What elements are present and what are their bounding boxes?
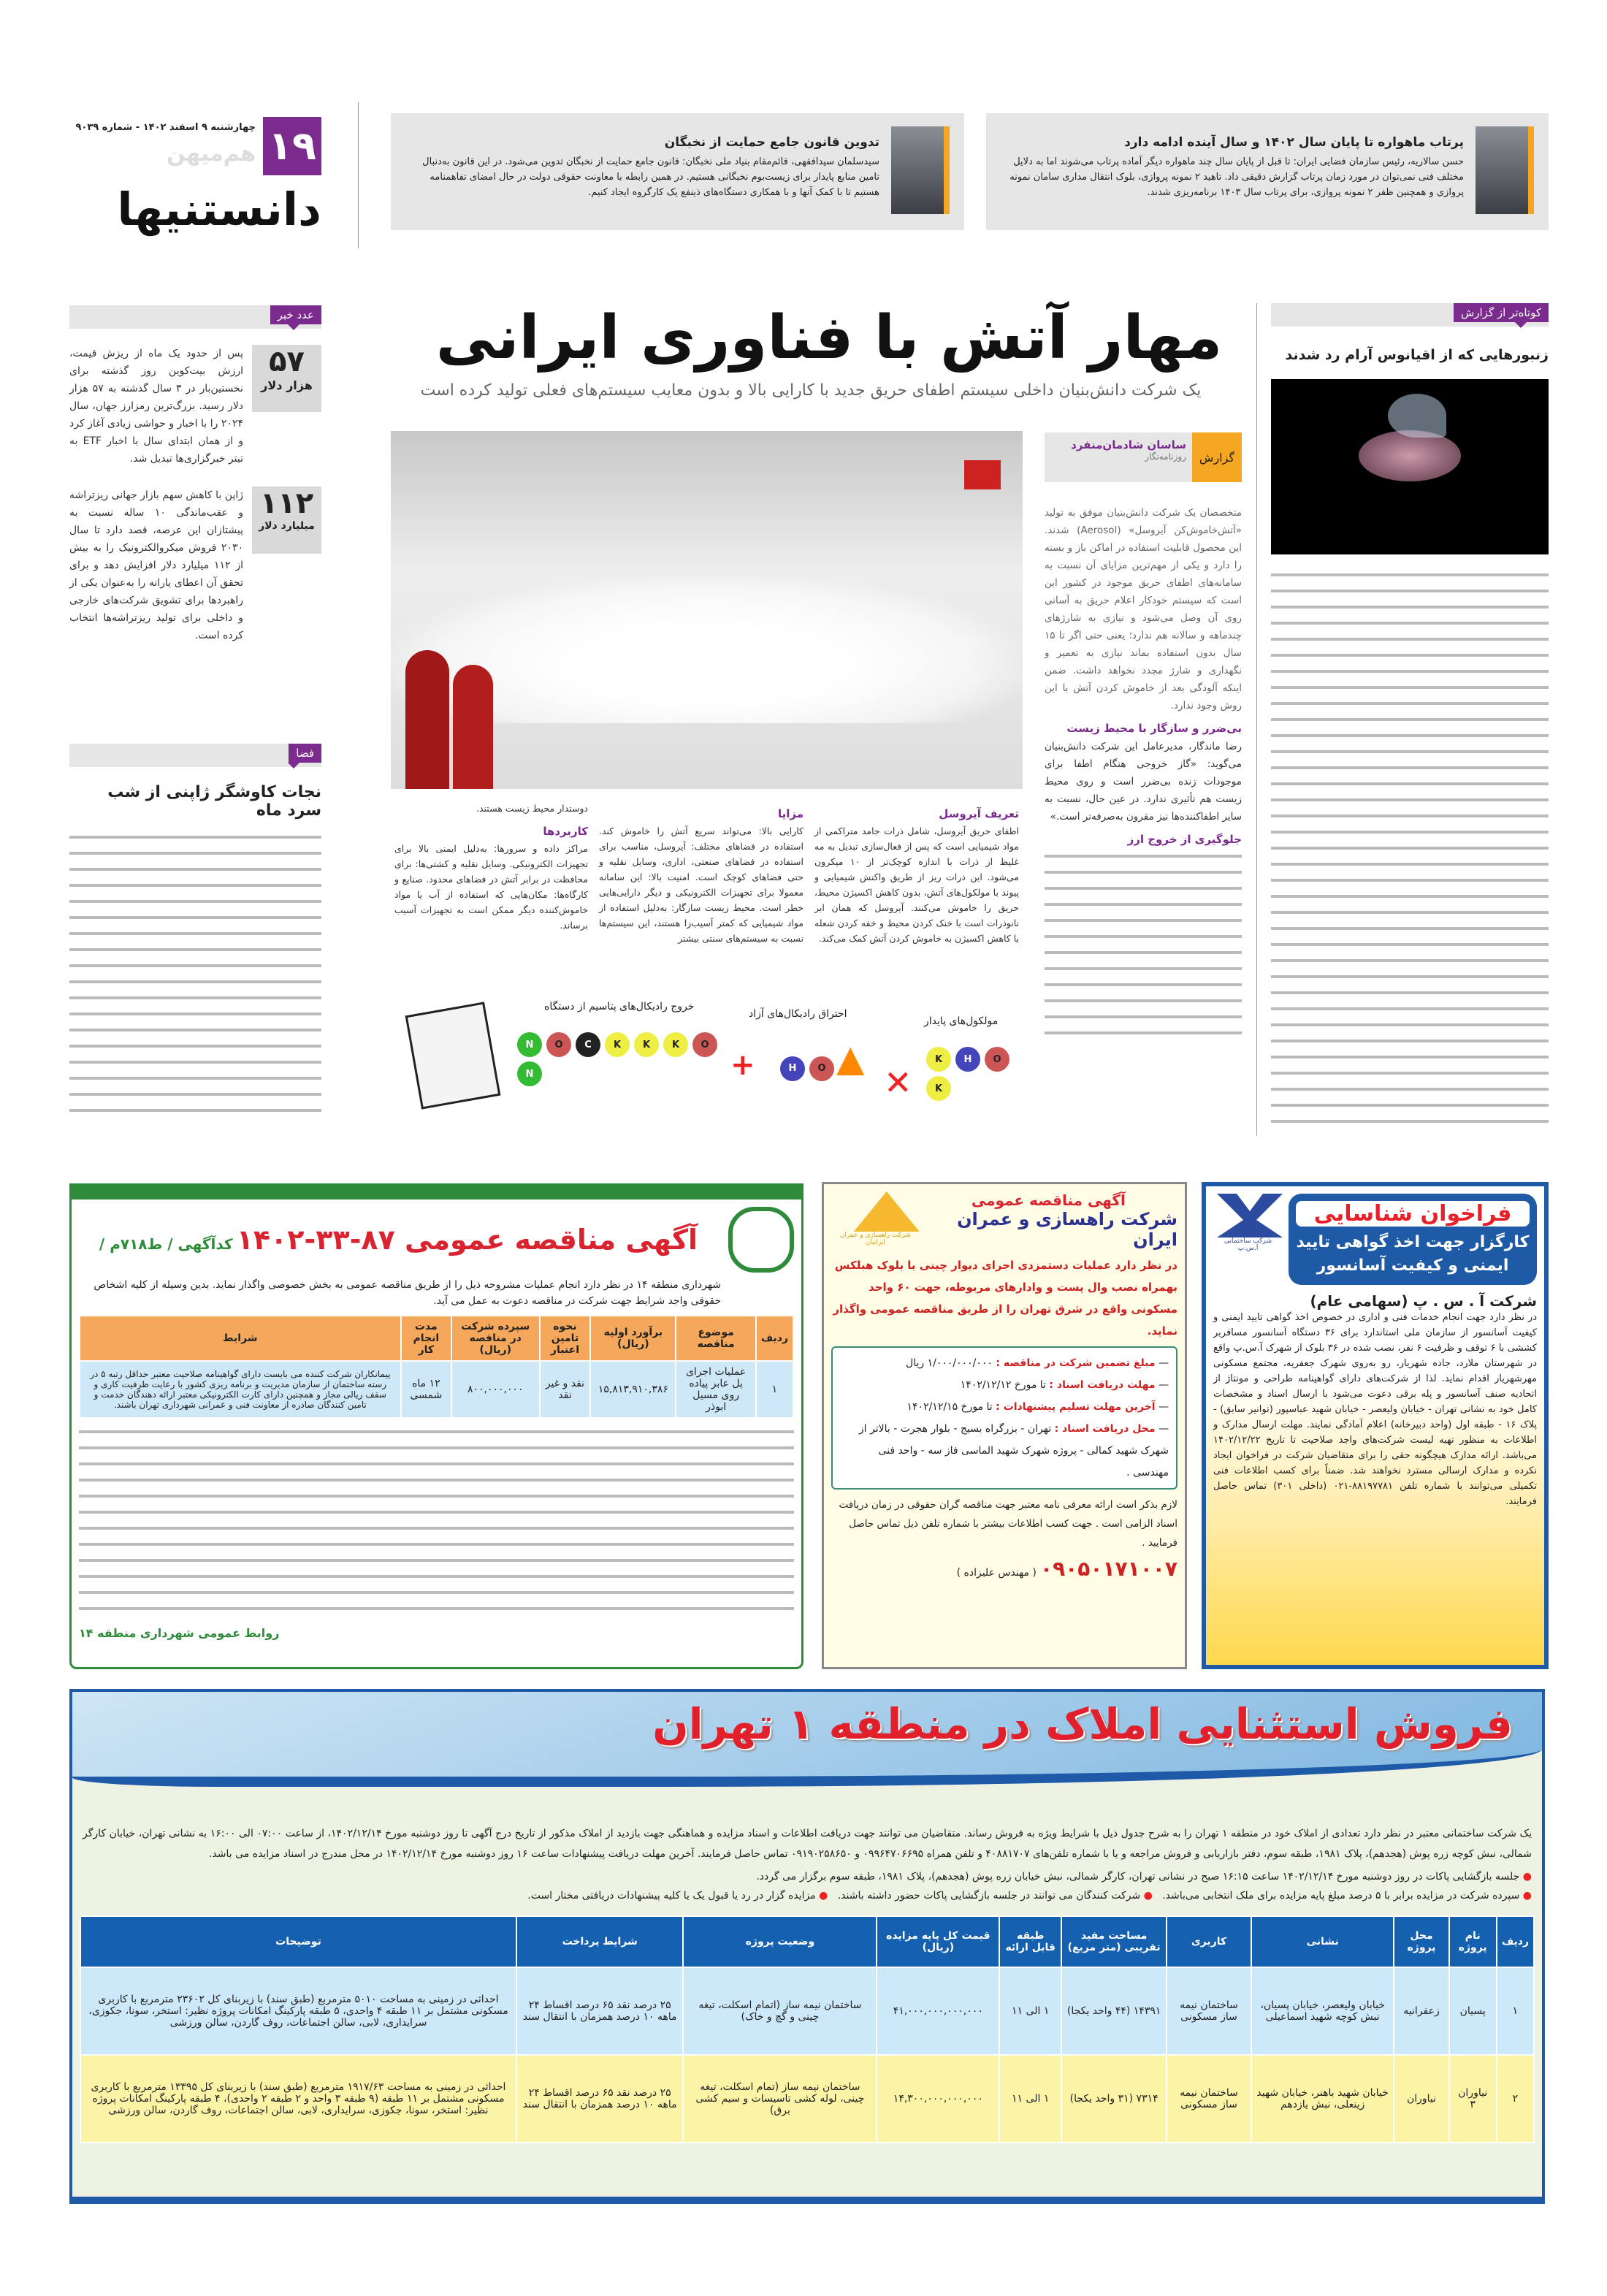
table-cell: ۱ الی ۱۱ <box>999 2055 1061 2143</box>
table-cell: احداثی در زمینی به مساحت ۵۰۱۰ مترمربع (طبق سند) با زیربنای کل ۲۳۶۰۲ مترمربع با کاربری مسکونی مشتمل بر ۱۱ طبقه ۴ واحدی، ۵ طبقه پارکینگ امکانات پروژه نظیر: استخر، سونا، جکوزی، سرایداری، لابی، سالن اجتماعات، روف گاردن، سالن ورزشی <box>80 1967 516 2055</box>
article-title: نجات کاوشگر ژاپنی از شب سرد ماه <box>107 783 321 820</box>
detail-label: مهلت دریافت اسناد : <box>1049 1379 1156 1391</box>
column-header: قیمت کل پایه مزایده (ریال) <box>877 1916 999 1967</box>
column-header: موضوع مناقصه <box>676 1316 755 1361</box>
column-divider <box>1256 303 1257 1136</box>
ad-title-banner <box>1289 1194 1537 1285</box>
section-tag: عدد خبر <box>270 305 321 324</box>
tehran-municipality-logo <box>728 1207 794 1273</box>
main-photo <box>391 431 1023 789</box>
table-cell: ۱۴۳۹۱ (۴۴ واحد یکجا) <box>1061 1967 1167 2055</box>
column-header: نحوه تامین اعتبار <box>540 1316 591 1361</box>
table-cell: ۴۱,۰۰۰,۰۰۰,۰۰۰,۰۰۰ <box>877 1967 999 2055</box>
ad-bullets <box>83 1867 1532 1905</box>
paragraph <box>1045 849 1242 1039</box>
newspaper-logo: هم‌میهن <box>167 141 256 167</box>
asp-logo <box>1217 1194 1283 1237</box>
ad-property-sale <box>69 1689 1545 2204</box>
number-item <box>69 345 321 468</box>
table-cell: نیاوران <box>1394 2055 1448 2143</box>
detail-item: — آخرین مهلت تسلیم پیشنهادات : تا مورخ ۱۴۰۲/۱۲/۱۵ <box>906 1401 1169 1413</box>
brief-satellite <box>986 113 1549 230</box>
table-cell: ۲۵ درصد نقد ۶۵ درصد اقساط ۲۴ ماهه ۱۰ درصد همزمان با انتقال سند <box>516 2055 683 2143</box>
table-cell: پیمانکاران شرکت کننده می بایست دارای گواهینامه صلاحیت معتبر حداقل رتبه ۵ در رسته ساختمان از سازمان مدیریت و برنامه ریزی کشور با رعایت ظرفیت کاری و سقف ریالی مجاز و همچنین دارای کارت الکترونیکی معتبر ارائه دهندگان خدمت و تامین کنندگان صادره از معاونت فنی و عمرانی شهرداری تهران باشند. <box>80 1361 401 1418</box>
table-row <box>80 2055 1534 2143</box>
column-header: طبقه قابل ارائه <box>999 1916 1061 1967</box>
table-cell: نقد و غیر نقد <box>540 1361 591 1418</box>
article-column-4 <box>394 800 588 933</box>
fire-icon: H O ▲ <box>778 1037 864 1083</box>
bullet: ● سپرده شرکت در مزایده برابر با ۵ درصد مبلغ پایه مزایده برای ملک انتخابی می‌باشد. ● شرکت کنندگان می توانند در جلسه بازگشایی پاکات حضور داشته باشند. ● مزایده گزار در رد یا قبول یک یا کلیه پیشنهادات دریافتی مختار است. <box>527 1890 1532 1902</box>
detail-value: تا مورخ ۱۴۰۲/۱۲/۱۲ <box>960 1379 1046 1391</box>
table-cell: ۱۲ ماه شمسی <box>401 1361 451 1418</box>
tender-details-box <box>831 1346 1177 1490</box>
table-cell: ۲۵ درصد نقد ۶۵ درصد اقساط ۲۴ ماهه ۱۰ درصد همزمان با انتقال سند <box>516 1967 683 2055</box>
diagram-label: مولکول‌های پایدار <box>924 1015 999 1027</box>
detail-label: مبلغ تضمین شرکت در مناقصه : <box>996 1357 1156 1369</box>
column-header: نشانی <box>1251 1916 1394 1967</box>
brief-text: حسن سالاریه، رئیس سازمان فضایی ایران: تا قبل از پایان سال چند ماهواره دیگر آماده پرتاب می‌شوند اما به دلایل مختلف فنی نمی‌توان در مورد زمان پرتاب گزارش دقیقی داد. تاهید ۲ نمونه پروازی، بلوک انتقال مداری سامان نمونه پروازی و همچنین ظفر ۲ نمونه پروازی، برای پرتاب سال ۱۴۰۳ برنامه‌ریزی شدند. <box>1009 156 1464 198</box>
ad-kicker: آگهی مناقصه عمومی <box>971 1191 1126 1209</box>
column-header: مدت انجام کار <box>401 1316 451 1361</box>
ad-banner <box>72 1692 1542 1787</box>
article-column-1 <box>1045 504 1242 1039</box>
table-cell: احداثی در زمینی به مساحت ۱۹۱۷/۶۳ مترمربع (طبق سند) با زیربنای کل ۱۳۳۹۵ مترمربع با کاربری مسکونی مشتمل بر ۱۱ طبقه (۹ طبقه ۳ واحد و ۲ طبقه ۲ واحدی)، ۴ طبقه پارکینگ امکانات پروژه نظیر: استخر، سونا، جکوزی، سرایداری، لابی، سالن اجتماعات، روف گاردن، سالن ورزشی <box>80 2055 516 2143</box>
lead-paragraph: متخصصان یک شرکت دانش‌بنیان موفق به تولید «آتش‌خاموش‌کن آیروسل» (Aerosol) شدند. این محصول قابلیت استفاده در اماکن باز و بسته را دارد و یکی از مهم‌ترین مزایای آن نسبت به سامانه‌های اطفای حریق موجود در کشور این است که سیستم خودکار اعلام حریق به آسانی روی آن وصل می‌شود و نیازی به شارژهای چندماهه و سالانه هم ندارد؛ یعنی حتی اگر تا ۱۵ سال بدون استفاده بماند نیازی به تعمیر و نگهداری و شارژ مجدد نخواهد داشت. ضمن اینکه آلودگی بعد از خاموش کردن آتش با این روش وجود ندارد. <box>1045 507 1242 712</box>
ad-footer: روابط عمومی شهرداری منطقه ۱۴ <box>79 1626 280 1640</box>
header-divider <box>358 102 359 248</box>
table-header-row <box>80 1316 793 1361</box>
company-logo <box>854 1191 920 1232</box>
table-cell: ۱۴,۳۰۰,۰۰۰,۰۰۰,۰۰۰ <box>877 2055 999 2143</box>
left-column <box>69 305 321 644</box>
number-box <box>252 487 321 554</box>
table-cell: نیاوران ۳ <box>1449 2055 1497 2143</box>
logo-caption: شرکت ساختمانی آ.س.پ <box>1224 1237 1272 1252</box>
paragraph: مراکز داده و سرورها: به‌دلیل ایمنی بالا برای تجهیزات الکترونیکی. وسایل نقلیه و کشتی‌ها: برای محافظت در برابر آتش در فضاهای محدود. صنایع و کارگاه‌ها: مکان‌هایی که استفاده از آب یا مواد خاموش‌کننده دیگر ممکن است به تجهیزات آسیب برساند. <box>394 843 588 931</box>
person-photo <box>891 126 950 214</box>
main-headline: مهار آتش با فناوری ایرانی <box>435 303 1223 373</box>
subheading: کاربردها <box>543 825 588 838</box>
table-cell: ساختمان نیمه ساز (اتمام اسکلت، تیغه چینی و گچ و خاک) <box>683 1967 877 2055</box>
detail-label: آخرین مهلت تسلیم پیشنهادات : <box>996 1401 1156 1413</box>
masthead <box>69 113 321 241</box>
table-row <box>80 1967 1534 2055</box>
property-table <box>80 1915 1535 2143</box>
detail-item: — محل دریافت اسناد : تهران - بزرگراه بسیج - بلوار هجرت - بالاتر از شهرک شهید کمالی - پروژه شهرک شهید الماسی فاز سه - واحد فنی مهندسی . <box>858 1423 1169 1479</box>
ad-subtitle: کارگزار جهت اخذ گواهی تایید ایمنی و کیفیت آسانسور <box>1296 1233 1530 1275</box>
ad-title: فراخوان شناسایی <box>1296 1201 1530 1227</box>
bullet-text: مزایده گزار در رد یا قبول یک یا کلیه پیشنهادات دریافتی مختار است. <box>527 1890 816 1902</box>
subheading: مزایا <box>777 807 804 820</box>
brief-elites <box>391 113 964 230</box>
ad-title: فروش استثنایی املاک در منطقه ۱ تهران <box>652 1699 1513 1749</box>
table-cell: ۷۳۱۴ (۳۱ واحد یکجا) <box>1061 2055 1167 2143</box>
table-cell: ۲ <box>1497 2055 1534 2143</box>
contact-name: ( مهندس علیزاده ) <box>956 1567 1037 1579</box>
table-cell: ۱ <box>756 1361 793 1418</box>
section-tag: فضا <box>289 744 321 763</box>
paragraph: دوستدار محیط زیست هستند. <box>476 803 588 814</box>
subheading: جلوگیری از خروج ارز <box>1127 833 1242 846</box>
section-tag: کوتاه‌تر از گزارش <box>1454 303 1549 322</box>
phone-number: ۰۹۰۵۰۱۷۱۰۰۷ <box>1040 1557 1177 1581</box>
table-cell: ساختمان نیمه ساز (تمام اسکلت، تیغه چینی، لوله کشی تاسیسات و سیم کشی برق) <box>683 2055 877 2143</box>
company-name: شرکت آ . س . پ (سهامی عام) <box>1310 1292 1537 1310</box>
article-title: زنبورهایی که از اقیانوس آرام رد شدند <box>1285 347 1549 363</box>
brief-text: سیدسلمان سیدافقهی، قائم‌مقام بنیاد ملی نخبگان: قانون جامع حمایت از نخبگان تدوین می‌شود. در این قانون به‌دنبال تامین منابع پایدار برای زیست‌بوم نخبگانی هستیم. در همین رابطه با معاونت حقوقی دولت در حال امضای تفاهمنامه هستیم تا با کمک آنها و با همکاری دستگاه‌های ذینفع یک کارگروه ایجاد کنیم. <box>422 156 879 198</box>
detail-item: — مبلغ تضمین شرکت در مناقصه : ۱/۰۰۰/۰۰۰/۰۰۰ ریال <box>906 1357 1169 1369</box>
subheading: بی‌ضرر و سازگار با محیط زیست <box>1066 722 1242 735</box>
table-cell: ۸۰۰,۰۰۰,۰۰۰ <box>451 1361 540 1418</box>
logo-caption: شرکت راهسازی و عمران ایرانیان <box>839 1232 911 1246</box>
diagram-label: خروج رادیکال‌های پتاسیم از دستگاه <box>544 1001 695 1012</box>
column-header: شرایط پرداخت <box>516 1916 683 1967</box>
right-column <box>1271 303 1549 1123</box>
paragraph: رضا ماندگار، مدیرعامل این شرکت دانش‌بنیان می‌گوید: «گاز خروجی هنگام اطفا برای موجودات زنده بی‌ضرر است و روی محیط زیست هم تأثیری ندارد. در عین حال، نسبت به سایر اطفاکننده‌ها نیز مقرون به‌صرفه‌تر است.» <box>1045 741 1242 823</box>
byline <box>1045 432 1242 482</box>
column-header: توضیحات <box>80 1916 516 1967</box>
section-title: دانستنیها <box>117 183 321 236</box>
ad-title: آگهی مناقصه عمومی ۸۷-۳۳-۱۴۰۲ <box>236 1224 698 1256</box>
table-cell: ۱ الی ۱۱ <box>999 1967 1061 2055</box>
column-header: مساحت مفید تقریبی (متر مربع) <box>1061 1916 1167 1967</box>
extinguished-icon: ✕ <box>884 1063 912 1102</box>
issue-date: چهارشنبه ۹ اسفند ۱۴۰۲ - شماره ۹۰۳۹ <box>75 122 256 133</box>
section-bar <box>69 744 321 767</box>
diagram-label: احتراق رادیکال‌های آزاد <box>749 1008 847 1020</box>
author-role: روزنامه‌نگار <box>1145 451 1186 462</box>
main-subtitle: یک شرکت دانش‌بنیان داخلی سیستم اطفای حریق جدید با کارایی بالا و بدون معایب سیستم‌های فعلی تولید کرده است <box>420 381 1202 400</box>
bullet-text: شرکت کنندگان می توانند در جلسه بازگشایی پاکات حضور داشته باشند. <box>837 1890 1141 1902</box>
bullet-text: جلسه بازگشایی پاکات در روز دوشنبه مورخ ۱۴۰۲/۱۲/۱۴ ساعت ۱۶:۱۵ صبح در نشانی تهران، کارگر شمالی، نبش خیابان زره پوش (هجدهم)، پلاک ۱۹۸۱، طبقه سوم برگزار می گردد. <box>756 1871 1520 1883</box>
table-cell: خیابان ولیعصر، خیابان پسیان، نبش کوچه شهید اسماعیلی <box>1251 1967 1394 2055</box>
ad-road-company-tender <box>822 1182 1187 1669</box>
column-header: کاربری <box>1167 1916 1251 1967</box>
ad-note: لازم بذکر است ارائه معرفی نامه معتبر جهت مناقصه گران حقوقی در زمان دریافت اسناد الزامی است . جهت کسب اطلاعات بیشتر با شماره تلفن ذیل تماس حاصل فرمایید . <box>839 1499 1177 1549</box>
ad-conditions-text <box>79 1424 794 1622</box>
table-cell: پسیان <box>1449 1967 1497 2055</box>
detail-value: ۱/۰۰۰/۰۰۰/۰۰۰ ریال <box>906 1357 993 1369</box>
space-article <box>69 744 321 1115</box>
column-header: نام پروژه <box>1449 1916 1497 1967</box>
table-cell: عملیات اجرای پل عابر پیاده روی مسیل ابوذر <box>676 1361 755 1418</box>
ad-intro: در نظر دارد عملیات دستمزدی اجرای دیوار چینی با بلوک هبلکس بهمراه نصب وال پست و وادارهای مربوطه، جهت ۶۰ واحد مسکونی واقع در شرق تهران را از طریق مناقصه عمومی واگذار نماید. <box>833 1259 1177 1338</box>
table-row <box>80 1361 793 1418</box>
column-header: برآورد اولیه (ریال) <box>590 1316 676 1361</box>
big-number: ۱۱۲ <box>259 487 314 520</box>
paragraph: اطفای حریق آیروسل، شامل ذرات جامد متراکمی از مواد شیمیایی است که پس از فعال‌سازی تبدیل به مه غلیظ از ذرات با اندازه کوچک‌تر از ۱۰ میکرون می‌شود. این ذرات ریز از طریق واکنش شیمیایی و پیوند با مولکول‌های آتش، بدون کاهش اکسیژن محیط، حریق را خاموش می‌کنند. آیروسل که همان ابر نانوذرات است با خنک کردن محیط و خفه کردن شعله با کاهش اکسیژن به خاموش کردن آتش کمک می‌کند. <box>814 825 1019 944</box>
molecule-group: K H OK <box>924 1045 1019 1103</box>
byline-tag: گزارش <box>1192 432 1242 482</box>
column-header: شرایط <box>80 1316 401 1361</box>
table-cell: ۱۵,۸۱۳,۹۱۰,۳۸۶ <box>590 1361 676 1418</box>
number-item <box>69 487 321 644</box>
ad-municipality-tender <box>69 1183 804 1669</box>
article-body-text <box>1271 568 1549 1123</box>
brief-title: پرتاب ماهواره تا پایان سال ۱۴۰۲ و سال آینده ادامه دارد <box>1124 135 1464 150</box>
bee-image <box>1271 379 1549 554</box>
aerosol-diagram <box>398 1001 1019 1132</box>
number-unit: میلیارد دلار <box>259 520 315 532</box>
table-cell: خیابان شهید باهنر، خیابان شهید زینعلی، نبش یازدهم <box>1251 2055 1394 2143</box>
big-number: ۵۷ <box>269 345 305 378</box>
detail-label: محل دریافت اسناد : <box>1054 1423 1156 1435</box>
column-header: ردیف <box>756 1316 793 1361</box>
table-header-row <box>80 1916 1534 1967</box>
number-text: پس از حدود یک ماه از ریزش قیمت، ارزش بیت‌کوین روز گذشته برای نخستین‌بار در ۳ سال گذشته به ۵۷ هزار دلار رسید. بزرگ‌ترین رمزارز جهان، سال ۲۰۲۴ را با اخبار و حواشی زیادی آغاز کرد و از همان ابتدای سال با اخبار ETF به تیتر خبرگزاری‌ها تبدیل شد. <box>69 348 243 465</box>
table-cell: زعفرانیه <box>1394 1967 1448 2055</box>
molecule-group: N O C K K K ON <box>515 1030 734 1088</box>
ad-asp-call <box>1202 1182 1549 1669</box>
column-header: ردیف <box>1497 1916 1534 1967</box>
column-header: محل پروژه <box>1394 1916 1448 1967</box>
article-body-text <box>69 830 321 1115</box>
article-column-3 <box>599 800 804 946</box>
subheading: تعریف آیروسل <box>939 807 1019 820</box>
section-bar <box>69 305 321 329</box>
column-header: سپرده شرکت در مناقصه (ریال) <box>451 1316 540 1361</box>
column-header: وضعیت پروژه <box>683 1916 877 1967</box>
ad-code: کدآگهی / ط۷۱۸م / <box>99 1235 233 1253</box>
paragraph: کارایی بالا: می‌تواند سریع آتش را خاموش کند. استفاده در فضاهای مختلف: آیروسل، مناسب برای استفاده در فضاهای صنعتی، اداری، وسایل نقلیه و حتی فضاهای کوچک است. امنیت بالا: این سامانه معمولا برای تجهیزات الکترونیکی و دیگر دارایی‌هایی خطر است. محیط زیست سازگار: به‌دلیل استفاده از مواد شیمیایی که کمتر آسیب‌زا هستند، این سیستم‌ها نسبت به سیستم‌های سنتی بیشتر <box>599 825 804 944</box>
aerosol-device-illustration <box>405 1002 501 1109</box>
ad-text: در نظر دارد جهت انجام خدمات فنی و اداری در خصوص اخذ گواهی تایید ایمنی و کیفیت آسانسور از سازمان ملی استاندارد برای ۳۶ دستگاه آسانسور مسافربر کششی با ۶ توقف و ظرفیت ۶ نفر، نصب شده در ۳۶ بلوک از شهرک آ.س.پ واقع در شهرستان ملارد، جاده شهریار، رو به‌روی شهرک جعفریه، مجتمع مسکونی مهرشهریار اقدام نماید. لذا از شرکت‌های دارای گواهینامه طراحی و مونتاژ از اتحادیه صنف آسانسور و پله برقی دعوت می‌شود با ارسال اسناد و مشخصات کامل خود به نشانی تهران - خیابان ولیعصر - خیابان شهید عباسپور (توانیر سابق) - پلاک ۱۶ - طبقه اول (واحد دبیرخانه) اعلام آمادگی نمایند. مهلت ارسال مدارک و اطلاعات به منظور تهیه لیست شرکت‌های واجد صلاحیت تا تاریخ ۱۴۰۲/۱۲/۲۲ می‌باشد. ارائه مدارک هیچگونه حقی را برای متقاضیان شرکت در فراخوان ایجاد نکرده و مدارک ارسالی مسترد نخواهند شد. ضمناً برای کسب اطلاعات فنی تکمیلی می‌توانند با شماره تلفن ۸۸۱۹۷۷۸۱-۰۲۱ (داخلی ۳۰۱) تماس حاصل فرمایند. <box>1213 1312 1537 1507</box>
detail-value: تا مورخ ۱۴۰۲/۱۲/۱۵ <box>906 1401 993 1413</box>
detail-value: تهران - بزرگراه بسیج - بلوار هجرت - بالاتر از شهرک شهید کمالی - پروژه شهرک شهید الماسی فاز سه - واحد فنی مهندسی . <box>858 1423 1169 1479</box>
ad-intro: شهرداری منطقه ۱۴ در نظر دارد انجام عملیات مشروحه ذیل را از طریق مناقصه عمومی به بخش خصوصی واگذار نماید. بدین وسیله از کلیه اشخاص حقوقی واجد شرایط جهت شرکت در مناقصه دعوت به عمل می آید. <box>93 1279 721 1307</box>
article-column-2 <box>814 800 1019 946</box>
page-number: ۱۹ <box>263 117 321 175</box>
table-cell: ساختمان نیمه ساز مسکونی <box>1167 2055 1251 2143</box>
ad-intro: یک شرکت ساختمانی معتبر در نظر دارد تعدادی از املاک خود در منطقه ۱ تهران را به شرح جدول ذیل با شرایط ویژه به فروش رساند. متقاضیان می توانند جهت دریافت اطلاعات و اسناد مزایده و هماهنگی جهت بازدید از املاک مذکور از تاریخ درج آگهی تا روز دوشنبه مورخ ۱۴۰۲/۱۲/۱۴، از ساعت ۰۷:۰۰ الی ۱۶:۰۰ به نشانی تهران، خیابان کارگر شمالی، نبش کوچه زره پوش (هجدهم)، پلاک ۱۹۸۱، طبقه سوم، دفتر بازاریابی و فروش مراجعه و یا با شماره تلفن‌های ۴۰۸۸۱۷۰۷ و تلفن همراه ۰۹۹۶۴۷۰۶۶۹۵ و ۰۹۱۹۰۲۵۸۶۵۰ تماس حاصل فرمایند. آخرین مهلت دریافت پیشنهادات ساعت ۱۶ روز دوشنبه مورخ ۱۴۰۲/۱۲/۱۴ در محل مندرج در اسناد مزایده می باشد. <box>83 1828 1532 1860</box>
tender-table <box>79 1315 794 1419</box>
number-text: ژاپن با کاهش سهم بازار جهانی ریزتراشه و عقب‌ماندگی ۱۰ ساله نسبت به پیشتازان این عرصه، قصد دارد تا سال ۲۰۳۰ فروش میکروالکترونیک را به بیش از ۱۱۲ میلیارد دلار افزایش دهد و برای تحقق آن اعطای یارانه را به‌عنوان یکی از راهبردها برای تشویق شرکت‌های خارجی و داخلی برای تولید ریزتراشه‌ها انتخاب کرده است. <box>69 489 243 641</box>
table-cell: ۱ <box>1497 1967 1534 2055</box>
plus-icon: + <box>730 1048 755 1082</box>
author-name: ساسان شادمان‌منفرد <box>1071 438 1186 451</box>
company-name: شرکت راهسازی و عمران ایران <box>957 1209 1177 1250</box>
section-bar <box>1271 303 1549 327</box>
brief-title: تدوین قانون جامع حمایت از نخبگان <box>664 135 879 150</box>
table-cell: ساختمان نیمه ساز مسکونی <box>1167 1967 1251 2055</box>
person-photo <box>1476 126 1534 214</box>
bullet: ● جلسه بازگشایی پاکات در روز دوشنبه مورخ ۱۴۰۲/۱۲/۱۴ ساعت ۱۶:۱۵ صبح در نشانی تهران، کارگر شمالی، نبش خیابان زره پوش (هجدهم)، پلاک ۱۹۸۱، طبقه سوم برگزار می گردد. <box>756 1871 1532 1883</box>
bullet-text: سپرده شرکت در مزایده برابر با ۵ درصد مبلغ پایه مزایده برای ملک انتخابی می‌باشد. <box>1162 1890 1520 1902</box>
detail-item: — مهلت دریافت اسناد : تا مورخ ۱۴۰۲/۱۲/۱۲ <box>960 1379 1169 1391</box>
number-unit: هزار دلار <box>261 378 313 392</box>
number-box <box>252 345 321 412</box>
